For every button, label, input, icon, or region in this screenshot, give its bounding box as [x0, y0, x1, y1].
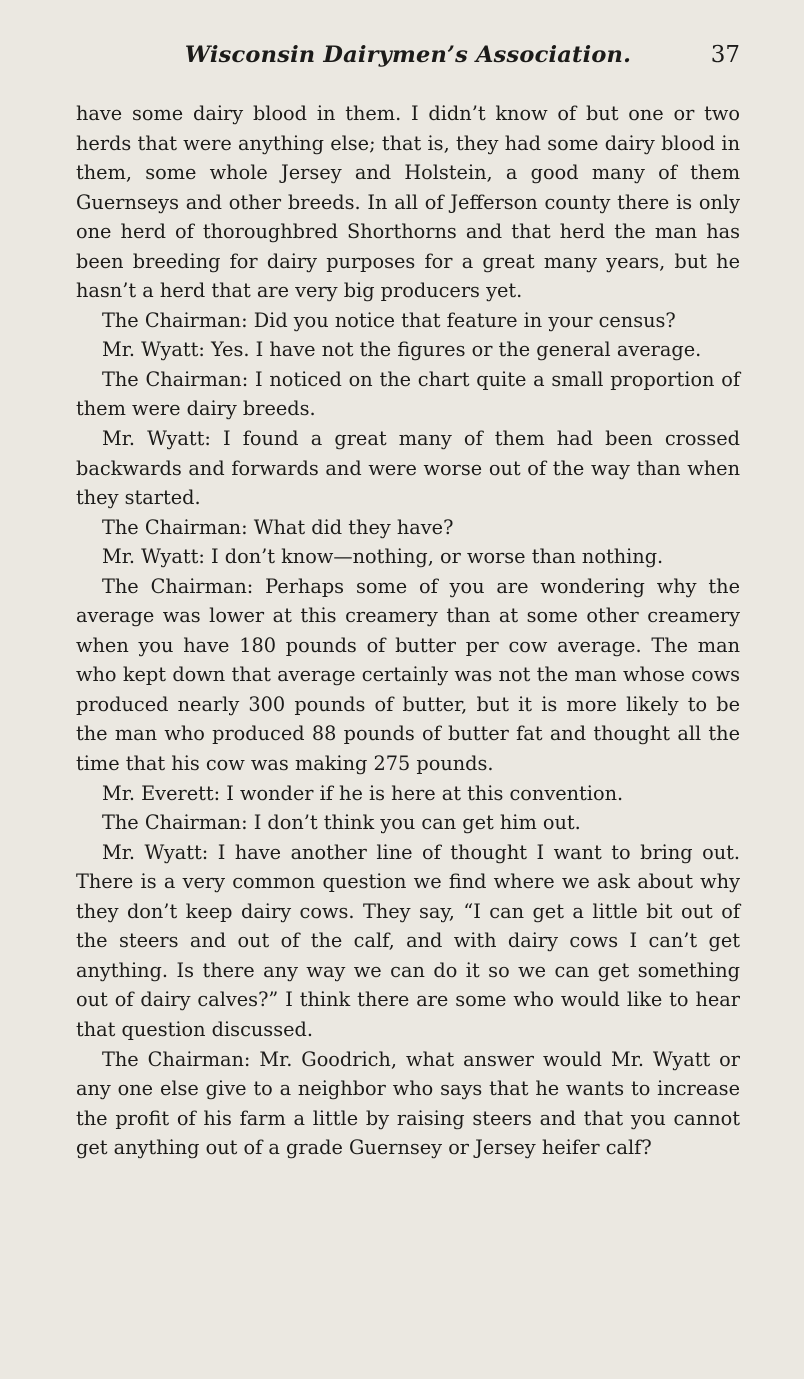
page-number: 37	[710, 42, 740, 68]
paragraph: Mr. Wyatt: I have another line of thought I want to bring out. There is a very common question we find where we ask about why they don’t keep dairy cows. They say, “I can get a little bit out of the steers and out of the calf, and with dairy cows I can’t get anything. Is there any way we can do it so we can get something out of dairy calves?” I think there are some who would like to hear that question discussed.	[76, 840, 740, 1041]
paragraph: The Chairman: Did you notice that feature in your census?	[102, 308, 676, 332]
paragraph-continued: have some dairy blood in them. I didn’t know of but one or two herds that were anything else; that is, they had some dairy blood in them, some whole Jersey and Holstein, a good many of them Guernseys and other breeds. In all of Jefferson county there is only one herd of thoroughbred Shorthorns and that herd the man has been breeding for dairy purposes for a great many years, but he hasn’t a herd that are very big producers yet.	[76, 102, 740, 303]
paragraph: The Chairman: I don’t think you can get him out.	[102, 811, 581, 835]
running-title: Wisconsin Dairymen’s Association.	[184, 42, 632, 68]
paragraph: Mr. Wyatt: I don’t know—nothing, or worse than nothing.	[102, 545, 664, 569]
paragraph: The Chairman: I noticed on the chart quite a small proportion of them were dairy breeds.	[76, 367, 740, 421]
paragraph: The Chairman: Mr. Goodrich, what answer would Mr. Wyatt or any one else give to a neighbor who says that he wants to increase the profit of his farm a little by raising steers and that you cannot get anything out of a grade Guernsey or Jersey heifer calf?	[76, 1047, 740, 1160]
running-header	[76, 42, 740, 76]
body-text	[76, 99, 740, 1163]
paragraph: Mr. Wyatt: Yes. I have not the figures or the general average.	[102, 338, 702, 362]
paragraph: Mr. Wyatt: I found a great many of them had been crossed backwards and forwards and were worse out of the way than when they started.	[76, 427, 740, 510]
paragraph: The Chairman: What did they have?	[102, 515, 454, 539]
paragraph: Mr. Everett: I wonder if he is here at this convention.	[102, 781, 624, 805]
paragraph: The Chairman: Perhaps some of you are wondering why the average was lower at this creamery than at some other creamery when you have 180 pounds of butter per cow average. The man who kept down that average certainly was not the man whose cows produced nearly 300 pounds of butter, but it is more likely to be the man who produced 88 pounds of butter fat and thought all the time that his cow was making 275 pounds.	[76, 574, 740, 776]
